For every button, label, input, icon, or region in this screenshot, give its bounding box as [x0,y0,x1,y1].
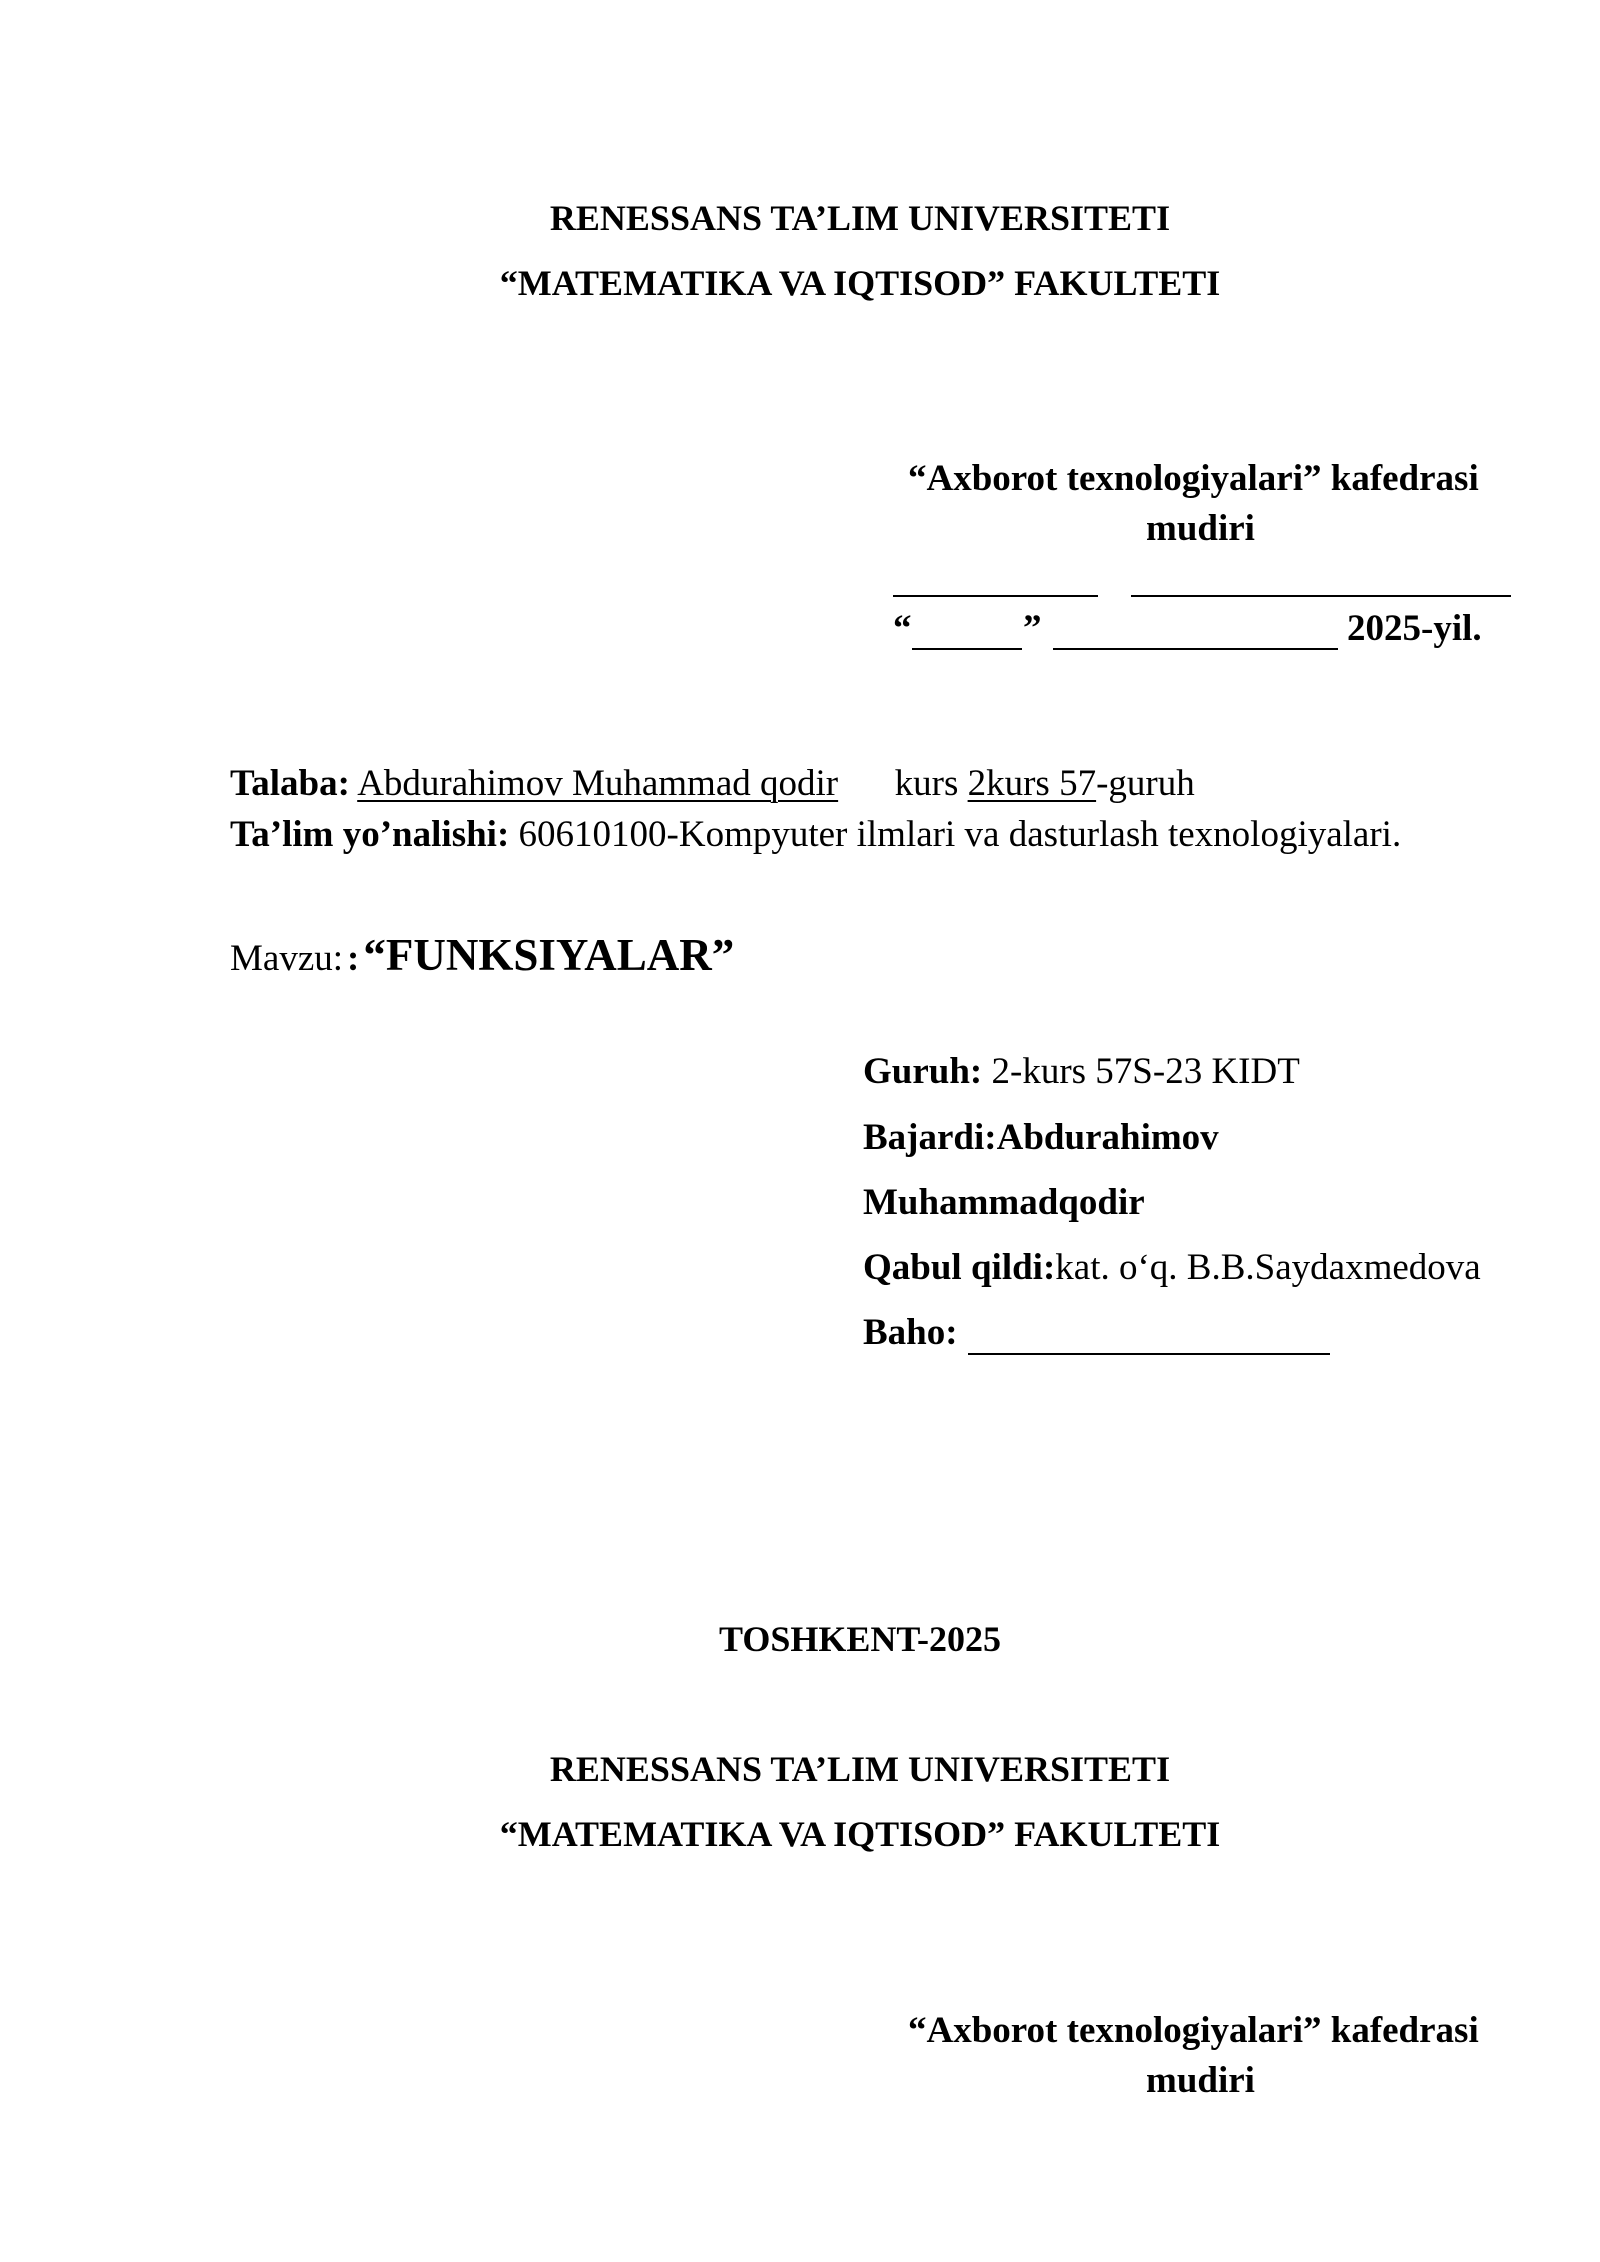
accepted-line [863,1246,1481,1289]
student-course-value: 2kurs 57 [967,763,1097,804]
student-line [230,762,1195,805]
page2-approval-title: “Axborot texnologiyalari” kafedrasi [908,2010,1479,2051]
topic-label: Mavzu: [230,938,344,979]
student-label: Talaba: [230,763,350,804]
direction-label: Ta’lim yo’nalishi: [230,814,510,855]
accepted-label: Qabul qildi: [863,1247,1056,1288]
signature-line [893,595,1098,597]
approval-title: “Axborot texnologiyalari” kafedrasi [908,458,1479,499]
approval-year: 2025-yil. [1347,608,1482,649]
grade-line [968,1353,1330,1355]
approval-role: mudiri [1146,508,1255,549]
accepted-value: kat. o‘q. B.B.Saydaxmedova [1055,1247,1481,1288]
page2-approval-role: mudiri [1146,2060,1255,2101]
group-value: 2-kurs 57S-23 KIDT [991,1051,1300,1092]
month-line [1053,648,1338,650]
date-open-quote: “ [893,608,912,649]
page2-faculty-name: “MATEMATIKA VA IQTISOD” FAKULTETI [499,1814,1221,1854]
topic-line [230,929,734,981]
grade-label: Baho: [863,1312,958,1353]
topic-colon: : [347,938,360,979]
student-course-prefix: kurs [894,763,959,804]
direction-value: 60610100-Kompyuter ilmlari va dasturlash texnologiyalari. [518,814,1402,855]
student-course-suffix: -guruh [1096,763,1195,804]
group-line [863,1050,1300,1093]
date-close-quote: ” [1023,608,1042,649]
done-value-1: Abdurahimov [996,1117,1219,1158]
group-label: Guruh: [863,1051,983,1092]
topic-value: “FUNKSIYALAR” [363,930,735,980]
done-label: Bajardi: [863,1117,997,1158]
done-line [863,1116,1219,1159]
direction-line [230,813,1401,856]
university-name: RENESSANS TA’LIM UNIVERSITETI [549,198,1171,238]
student-name: Abdurahimov Muhammad qodir [357,763,839,804]
faculty-name: “MATEMATIKA VA IQTISOD” FAKULTETI [499,263,1221,303]
day-line [912,648,1022,650]
page2-university-name: RENESSANS TA’LIM UNIVERSITETI [549,1749,1171,1789]
city-year: TOSHKENT-2025 [718,1619,1002,1659]
done-value-2: Muhammadqodir [863,1182,1145,1223]
name-line [1131,595,1511,597]
